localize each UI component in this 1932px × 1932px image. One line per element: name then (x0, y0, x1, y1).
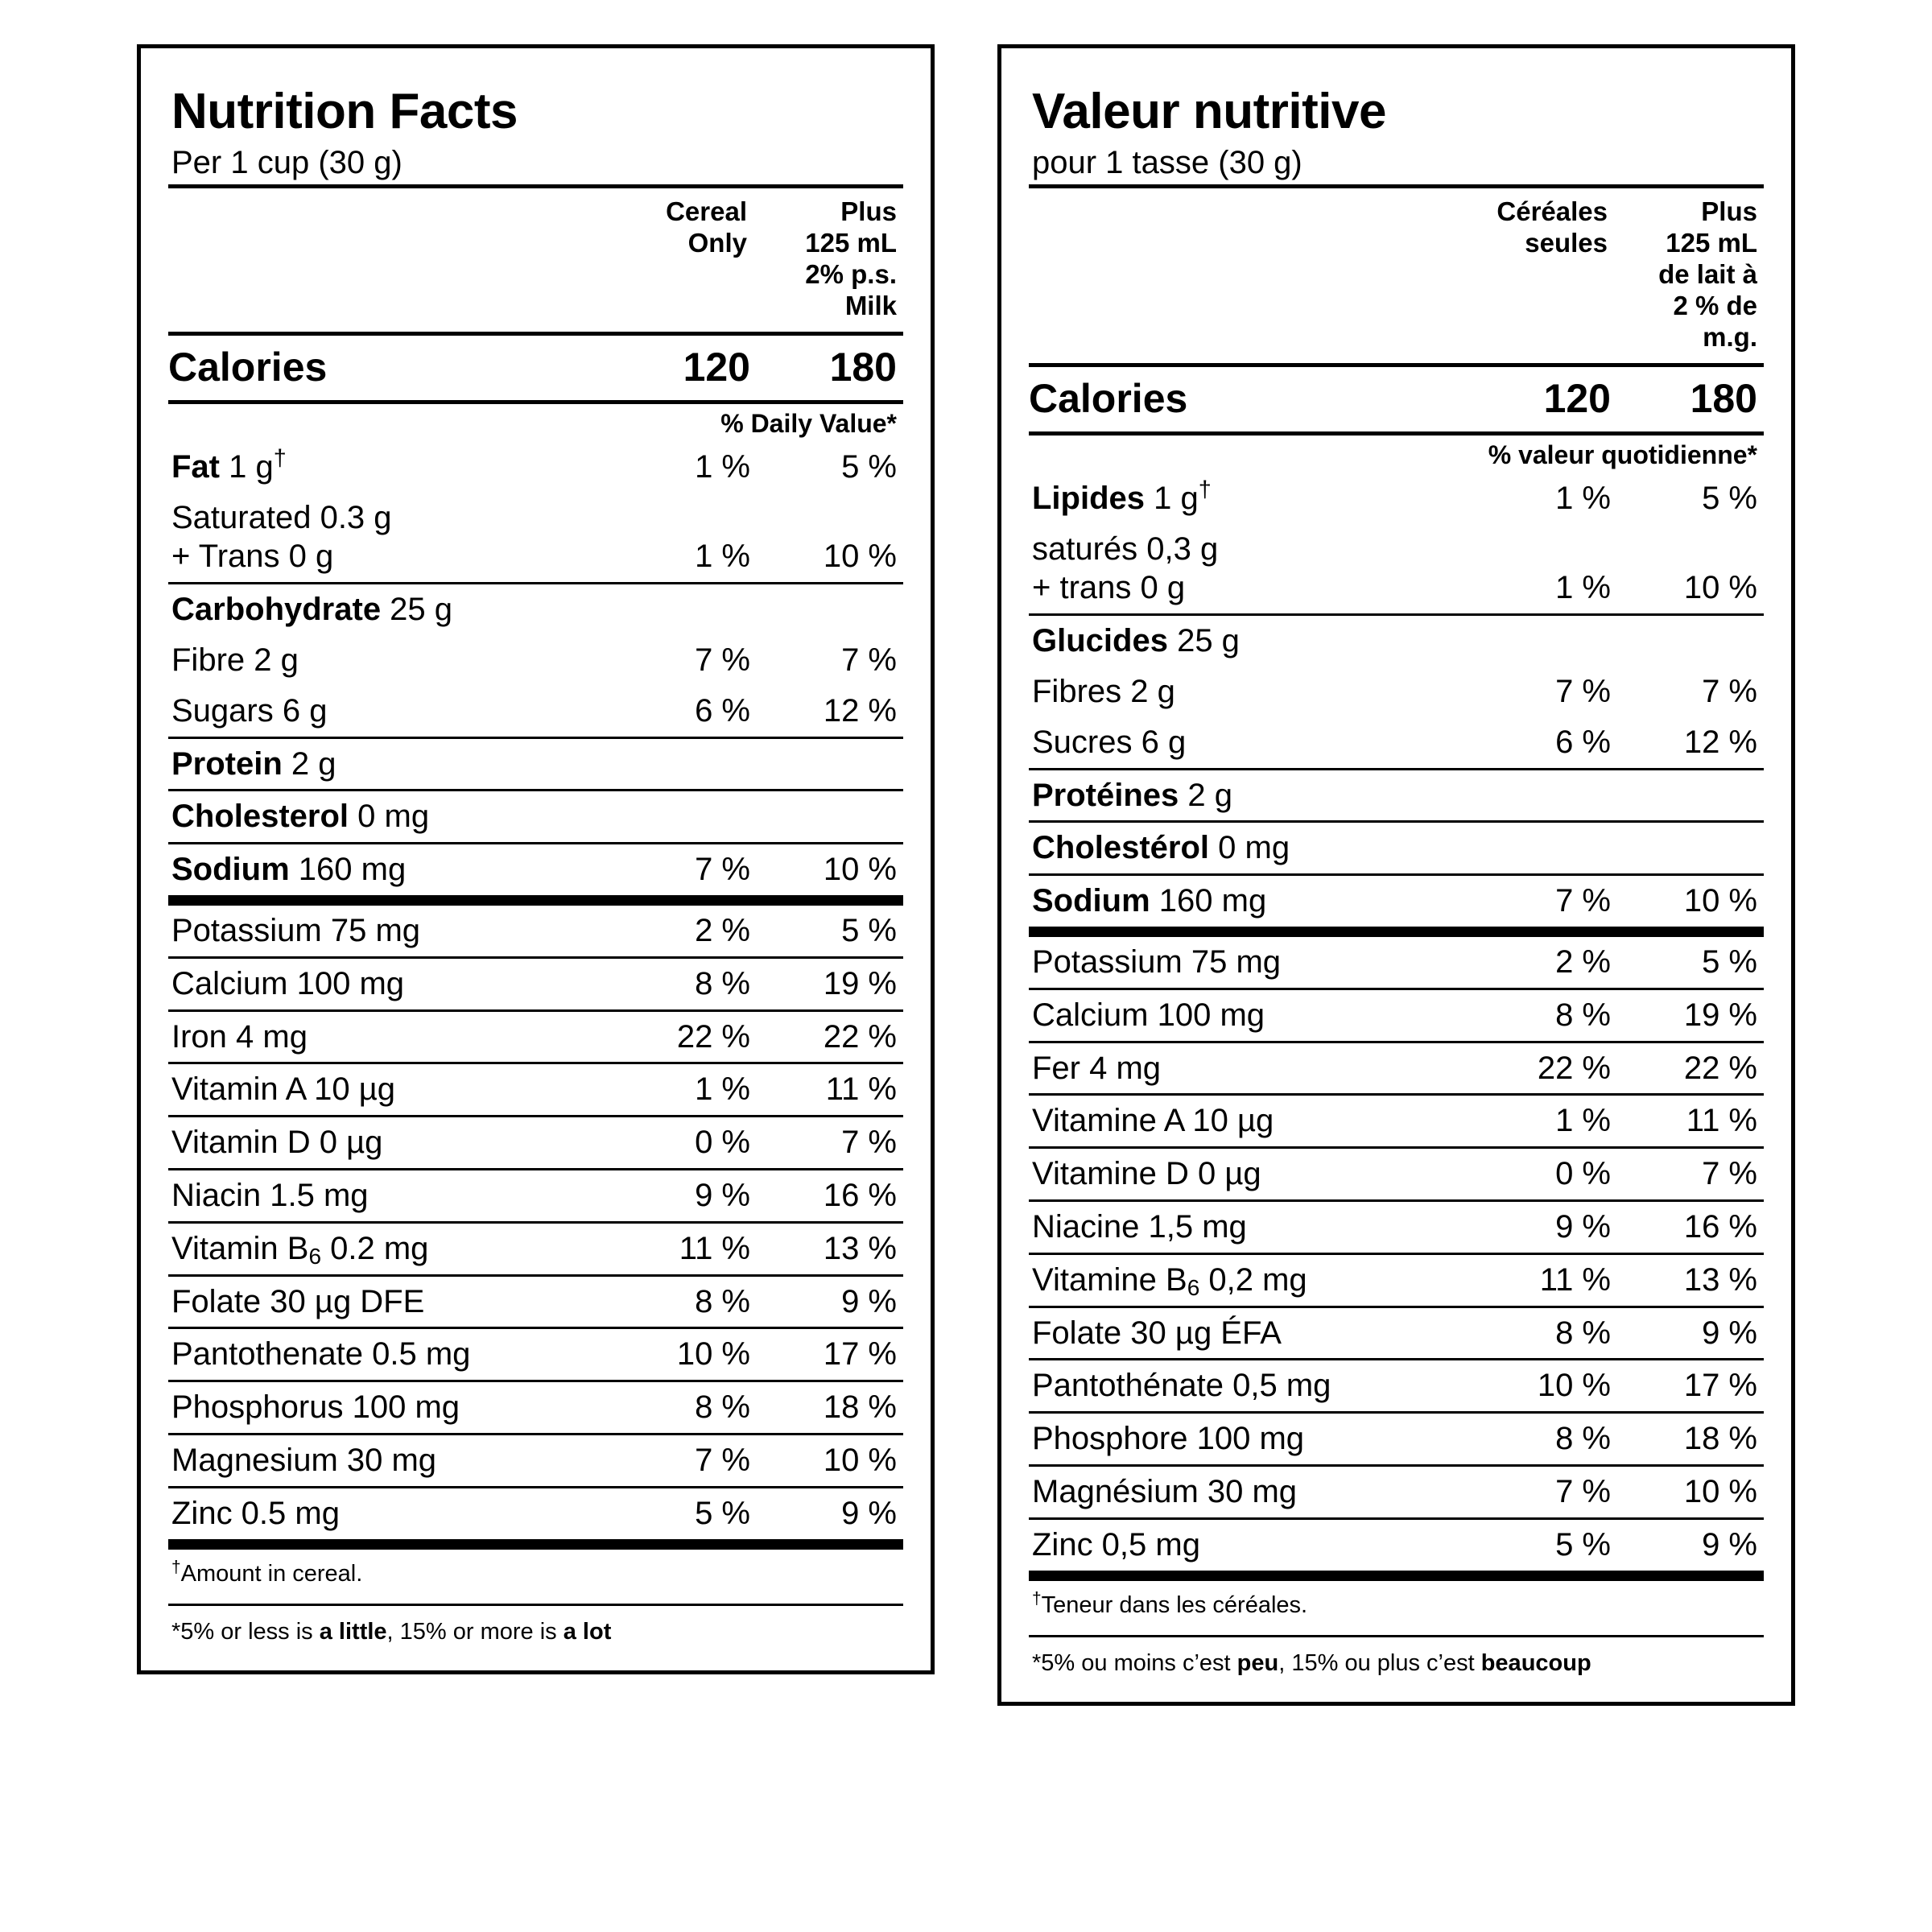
nutrient-pct-cereal: 8 % (1555, 997, 1611, 1033)
nutrient-pct-cereal: 8 % (695, 1283, 750, 1319)
nutrient-name: Sodium 160 mg (171, 852, 407, 888)
nutrient-pct-milk: 9 % (1702, 1526, 1757, 1563)
nutrient-pct-milk: 13 % (823, 1230, 897, 1266)
nutrient-pct-milk: 5 % (1702, 943, 1757, 980)
nutrient-pct-milk: 13 % (1683, 1261, 1757, 1298)
nutrient-name: Fibre 2 g (171, 642, 299, 679)
nutrient-name: Carbohydrate 25 g (171, 592, 453, 628)
calories-row (168, 336, 903, 402)
nutrient-pct-milk: 22 % (1683, 1050, 1757, 1086)
nutrient-name: Sugars 6 g (171, 692, 328, 729)
nutrient-row-sucres (1029, 717, 1764, 769)
nutrient-row-carbohydrate (168, 584, 903, 635)
micronutrient-row-vitamin-d (168, 1117, 903, 1169)
micronutrient-row-calcium (168, 959, 903, 1010)
nutrient-pct-cereal: 8 % (695, 1389, 750, 1426)
nutrient-pct-cereal: 1 % (695, 448, 750, 485)
micronutrient-row-potassium (168, 906, 903, 957)
daily-value-header-row (1029, 436, 1764, 473)
nutrient-pct-cereal: 7 % (1555, 883, 1611, 919)
nutrient-pct-milk: 19 % (1683, 997, 1757, 1033)
footnote-star-english: *5% or less is a little, 15% or more is a lot (171, 1619, 612, 1645)
micronutrient-row-folate (1029, 1308, 1764, 1360)
nutrient-name: Glucides 25 g (1032, 623, 1240, 659)
nutrient-name: Vitamine $B_6$ 0,2 mg (1032, 1261, 1307, 1300)
nutrient-pct-cereal (617, 791, 750, 843)
calories-label: Calories (168, 344, 328, 390)
nutrition-facts-panel-french (997, 44, 1795, 1706)
column-header-with-milk: Plus 125 mL de lait à 2 % de m.g. (1658, 196, 1757, 352)
nutrient-pct-milk: 17 % (823, 1336, 897, 1373)
nutrient-row-cholesterol (168, 791, 903, 843)
nutrient-name: Protéines 2 g (1032, 777, 1233, 813)
nutrient-row-sodium (1029, 876, 1764, 931)
nutrient-name: Folate 30 µg ÉFA (1032, 1315, 1282, 1351)
nutrient-pct-milk: 10 % (1683, 1473, 1757, 1509)
nutrient-name: Vitamine D 0 µg (1032, 1156, 1261, 1192)
nutrient-pct-cereal: 22 % (1537, 1050, 1611, 1086)
nutrient-pct-cereal: 7 % (695, 852, 750, 888)
nutrient-pct-cereal: 10 % (1537, 1368, 1611, 1404)
footnote-dagger-french: †Teneur dans les céréales. (1032, 1588, 1308, 1618)
nutrient-pct-cereal (617, 584, 750, 635)
nutrient-row-sugars (168, 686, 903, 737)
nutrient-name: Potassium 75 mg (1032, 943, 1282, 980)
nutrient-name: Niacin 1.5 mg (171, 1178, 369, 1213)
nutrient-pct-cereal: 8 % (695, 965, 750, 1001)
micronutrient-row-vitamin-b6 (168, 1224, 903, 1275)
nutrient-pct-cereal (1478, 616, 1611, 667)
nutrient-pct-milk: 12 % (823, 692, 897, 729)
nutrient-pct-milk: 5 % (841, 448, 897, 485)
nutrient-pct-cereal: 0 % (695, 1125, 750, 1161)
nutrient-name: Pantothénate 0,5 mg (1032, 1368, 1331, 1404)
micronutrient-row-calcium (1029, 990, 1764, 1042)
serving-size-french: pour 1 tasse (30 g) (1032, 145, 1302, 181)
nutrient-name: Fat 1 g† (171, 445, 287, 485)
nutrient-name: Folate 30 µg DFE (171, 1283, 425, 1319)
nutrient-name: Vitamine A 10 µg (1032, 1103, 1274, 1139)
daily-value-header: % Daily Value* (720, 408, 897, 438)
nutrient-pct-milk: 5 % (841, 913, 897, 949)
nutrient-row-cholesterol (1029, 823, 1764, 874)
nutrient-row-proteines (1029, 770, 1764, 822)
nutrient-pct-cereal: 7 % (1555, 1473, 1611, 1509)
nutrient-row-fat (168, 442, 903, 493)
nutrient-row-fibres (1029, 667, 1764, 717)
nutrient-name: Cholestérol 0 mg (1032, 830, 1290, 866)
nutrition-table-english (168, 188, 903, 1549)
nutrient-row-satures-trans (1029, 524, 1764, 615)
calories-label: Calories (1029, 375, 1188, 421)
nutrition-table-french (1029, 188, 1764, 1580)
nutrient-pct-cereal: 2 % (695, 913, 750, 949)
column-header-spacer (1029, 188, 1478, 365)
nutrient-pct-cereal: 8 % (1555, 1421, 1611, 1457)
nutrient-pct-cereal: 1 % (1555, 1103, 1611, 1139)
micronutrient-row-pantothenate (168, 1329, 903, 1381)
micronutrient-row-vitamine-a (1029, 1096, 1764, 1147)
calories-value-cereal: 120 (683, 344, 750, 390)
nutrient-pct-milk: 10 % (1683, 570, 1757, 606)
column-header-row (1029, 188, 1764, 365)
nutrient-name: Vitamin D 0 µg (171, 1125, 383, 1161)
column-header-cereal-only: Cereal Only (666, 196, 747, 258)
daily-value-header: % valeur quotidienne* (1488, 440, 1757, 469)
nutrient-pct-milk (750, 584, 903, 635)
micronutrient-row-phosphorus (168, 1382, 903, 1434)
nutrient-row-glucides (1029, 616, 1764, 667)
nutrient-pct-cereal: 6 % (1555, 724, 1611, 760)
micronutrient-row-magnesium (1029, 1467, 1764, 1518)
footnote-star-french: *5% ou moins c’est peu, 15% ou plus c’est beaucoup (1032, 1650, 1591, 1677)
nutrient-row-protein (168, 739, 903, 791)
nutrient-name: Fer 4 mg (1032, 1050, 1162, 1086)
nutrient-pct-cereal: 0 % (1555, 1156, 1611, 1192)
nutrient-pct-cereal: 5 % (695, 1495, 750, 1531)
nutrient-pct-milk: 17 % (1683, 1368, 1757, 1404)
nutrient-name: Protein 2 g (171, 745, 336, 782)
micronutrient-row-vitamine-b6 (1029, 1255, 1764, 1307)
nutrient-name: Cholesterol 0 mg (171, 799, 430, 835)
nutrient-pct-cereal: 1 % (695, 539, 750, 575)
nutrient-pct-milk: 10 % (823, 539, 897, 575)
nutrient-pct-cereal: 8 % (1555, 1315, 1611, 1351)
nutrient-pct-milk: 9 % (1702, 1315, 1757, 1351)
nutrient-name: saturés 0,3 g + trans 0 g (1032, 530, 1219, 606)
page-title-french: Valeur nutritive (1032, 84, 1386, 139)
nutrient-row-fibre (168, 635, 903, 686)
serving-size-english: Per 1 cup (30 g) (171, 145, 402, 181)
nutrient-row-lipides (1029, 473, 1764, 524)
micronutrient-row-zinc (1029, 1520, 1764, 1575)
nutrient-pct-cereal: 1 % (1555, 570, 1611, 606)
nutrient-pct-cereal: 10 % (676, 1336, 750, 1373)
nutrient-pct-cereal: 7 % (1555, 673, 1611, 709)
nutrient-name: Phosphorus 100 mg (171, 1389, 460, 1426)
nutrient-name: Vitamin A 10 µg (171, 1071, 396, 1108)
nutrient-name: Zinc 0,5 mg (1032, 1526, 1200, 1563)
micronutrient-row-niacine (1029, 1202, 1764, 1253)
nutrient-pct-cereal (1478, 823, 1611, 874)
nutrient-pct-milk: 18 % (823, 1389, 897, 1426)
nutrient-pct-cereal: 9 % (1555, 1208, 1611, 1245)
nutrient-name: Lipides 1 g† (1032, 477, 1212, 516)
nutrient-name: Pantothenate 0.5 mg (171, 1336, 471, 1373)
footnote-dagger-english: †Amount in cereal. (171, 1557, 363, 1587)
nutrient-pct-cereal: 1 % (1555, 480, 1611, 516)
nutrient-pct-cereal: 2 % (1555, 943, 1611, 980)
nutrient-pct-milk: 7 % (841, 1125, 897, 1161)
column-header-cereal-only: Céréales seules (1496, 196, 1608, 258)
micronutrient-row-zinc (168, 1488, 903, 1544)
nutrient-pct-milk: 7 % (841, 642, 897, 679)
nutrient-name: Saturated 0.3 g + Trans 0 g (171, 499, 392, 575)
nutrient-pct-cereal (617, 739, 750, 791)
nutrient-pct-milk (750, 739, 903, 791)
nutrient-name: Magnesium 30 mg (171, 1442, 437, 1478)
nutrient-pct-milk: 12 % (1683, 724, 1757, 760)
nutrient-name: Phosphore 100 mg (1032, 1421, 1305, 1457)
nutrient-pct-cereal: 22 % (676, 1018, 750, 1055)
nutrient-name: Sucres 6 g (1032, 724, 1187, 760)
nutrient-name: Sodium 160 mg (1032, 883, 1267, 919)
micronutrient-row-niacin (168, 1170, 903, 1222)
nutrient-pct-milk: 9 % (841, 1495, 897, 1531)
calories-value-milk: 180 (1690, 375, 1757, 421)
nutrient-name: Potassium 75 mg (171, 913, 421, 949)
micronutrient-row-vitamine-d (1029, 1149, 1764, 1200)
calories-value-milk: 180 (829, 344, 897, 390)
nutrient-pct-cereal: 11 % (1539, 1261, 1611, 1298)
nutrient-pct-cereal: 9 % (695, 1178, 750, 1213)
nutrient-pct-milk: 18 % (1683, 1421, 1757, 1457)
nutrient-name: Calcium 100 mg (1032, 997, 1265, 1033)
micronutrient-row-potassium (1029, 937, 1764, 989)
nutrient-pct-milk: 16 % (823, 1178, 897, 1213)
column-header-with-milk: Plus 125 mL 2% p.s. Milk (805, 196, 897, 320)
nutrient-pct-cereal: 6 % (695, 692, 750, 729)
daily-value-header-row (168, 404, 903, 442)
nutrient-name: Iron 4 mg (171, 1018, 308, 1055)
nutrient-pct-milk: 9 % (841, 1283, 897, 1319)
nutrient-name: Niacine 1,5 mg (1032, 1208, 1247, 1245)
nutrient-name: Calcium 100 mg (171, 965, 405, 1001)
column-header-spacer (168, 188, 617, 333)
nutrient-pct-milk: 19 % (823, 965, 897, 1001)
micronutrient-row-magnesium (168, 1435, 903, 1487)
column-header-row (168, 188, 903, 333)
nutrient-name: Zinc 0.5 mg (171, 1495, 340, 1531)
nutrient-pct-milk (1611, 823, 1764, 874)
nutrient-pct-milk: 7 % (1702, 673, 1757, 709)
micronutrient-row-iron (168, 1012, 903, 1063)
micronutrient-row-vitamin-a (168, 1064, 903, 1116)
nutrient-pct-cereal: 1 % (695, 1071, 750, 1108)
page-title-english: Nutrition Facts (171, 84, 518, 139)
nutrient-pct-milk: 7 % (1702, 1156, 1757, 1192)
nutrient-name: Vitamin $B_6$ 0.2 mg (171, 1230, 429, 1269)
nutrient-pct-milk: 22 % (823, 1018, 897, 1055)
nutrient-pct-milk: 10 % (1683, 883, 1757, 919)
nutrient-pct-cereal (1478, 770, 1611, 822)
nutrient-pct-milk: 16 % (1683, 1208, 1757, 1245)
nutrient-pct-milk: 11 % (1686, 1103, 1757, 1139)
nutrient-pct-milk (1611, 616, 1764, 667)
micronutrient-row-pantothenate (1029, 1360, 1764, 1412)
nutrient-name: Fibres 2 g (1032, 673, 1175, 709)
nutrient-pct-milk: 10 % (823, 852, 897, 888)
calories-value-cereal: 120 (1543, 375, 1611, 421)
calories-row (1029, 367, 1764, 434)
micronutrient-row-fer (1029, 1043, 1764, 1095)
nutrient-pct-cereal: 11 % (679, 1230, 750, 1266)
nutrient-pct-cereal: 7 % (695, 1442, 750, 1478)
nutrient-row-saturated-trans (168, 493, 903, 584)
nutrient-row-sodium (168, 844, 903, 900)
nutrition-facts-panel-english (137, 44, 935, 1674)
nutrient-pct-cereal: 5 % (1555, 1526, 1611, 1563)
nutrient-pct-milk: 5 % (1702, 480, 1757, 516)
micronutrient-row-phosphore (1029, 1414, 1764, 1465)
nutrient-pct-milk: 11 % (825, 1071, 897, 1108)
nutrient-pct-milk (750, 791, 903, 843)
nutrient-pct-cereal: 7 % (695, 642, 750, 679)
nutrient-pct-milk: 10 % (823, 1442, 897, 1478)
nutrient-name: Magnésium 30 mg (1032, 1473, 1298, 1509)
micronutrient-row-folate (168, 1277, 903, 1328)
nutrient-pct-milk (1611, 770, 1764, 822)
